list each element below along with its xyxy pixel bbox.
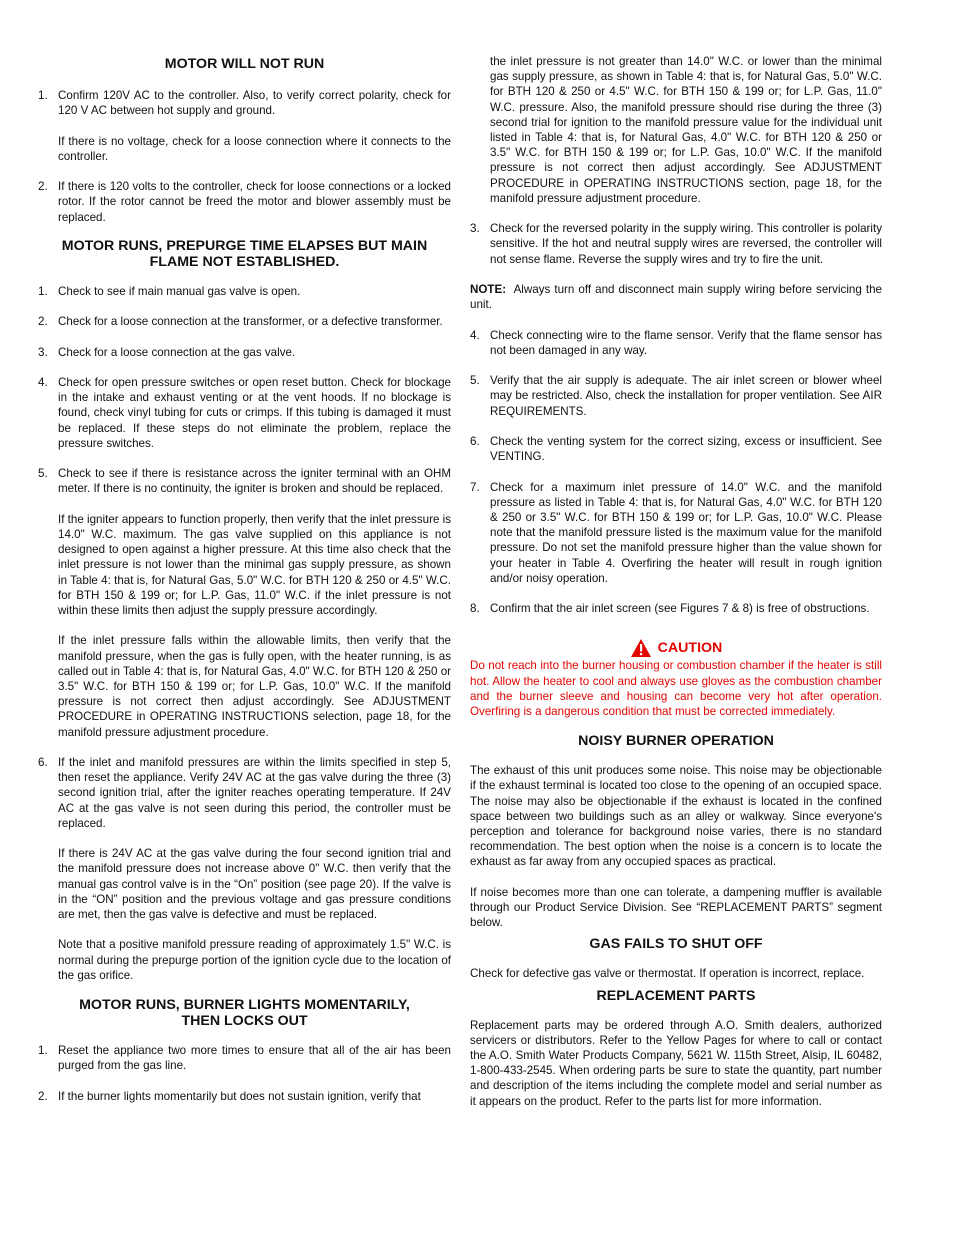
warning-triangle-icon bbox=[630, 638, 652, 658]
paragraph: Check for open pressure switches or open reset button. Check for blockage in the intake and exhaust venting or at the vent hoods. If no blockage is found, check vinyl tubing for cuts or crimps. If this tubing is damaged it must be replaced. If these steps do not eliminate the problem, replace the pressure switches. bbox=[58, 375, 451, 450]
paragraph: Note that a positive manifold pressure reading of approximately 1.5" W.C. is normal during the prepurge portion of the ignition cycle due to the location of the gas orifice. bbox=[58, 938, 451, 982]
paragraph: If there is 120 volts to the controller, check for loose connections or a locked rotor. If the rotor cannot be freed the motor and blower assembly must be replaced. bbox=[58, 180, 451, 224]
list-item: 1. Confirm 120V AC to the controller. Also, to verify correct polarity, check for 120 V AC between hot supply and ground. If there is no voltage, check for a loose connection where it connects to the controller. bbox=[38, 89, 451, 163]
paragraph: Check to see if main manual gas valve is open. bbox=[58, 284, 301, 298]
paragraph: the inlet pressure is not greater than 14.0" W.C. or lower than the minimal gas supply pressure, as shown in Table 4: that is, for Natural Gas, 5.0" W.C. for BTH 120 & 250 or 4.5" W.C. for BTH 150 & 199 or; for L.P. Gas, 11.0" W.C. pressure. Also, the manifold pressure should rise during the three (3) second trial for ignition to the manifold pressure value for the individual unit listed in Table 4: that is, for Natural Gas, 4.0" W.C. for BTH 120 & 250 or 3.5" W.C. for BTH 150 & 199 or; for L.P. Gas, 10.0" W.C. If the manifold pressure is not correct then adjust accordingly. See ADJUSTMENT PROCEDURE in OPERATING INSTRUCTIONS section, page 18, for the manifold pressure adjustment procedure. bbox=[490, 55, 882, 205]
paragraph: If there is no voltage, check for a loose connection where it connects to the controller. bbox=[58, 134, 451, 163]
list-item: 3. Check for the reversed polarity in the supply wiring. This controller is polarity sensitive. If the hot and neutral supply wires are reversed, the controller will not sense flame. Reverse the supply wires and try to fire the unit. bbox=[470, 222, 882, 266]
paragraph: Check for a loose connection at the gas valve. bbox=[58, 345, 296, 359]
heading-gas-fails: GAS FAILS TO SHUT OFF bbox=[589, 936, 763, 953]
list-item: 6. Check the venting system for the correct sizing, excess or insufficient. See VENTING. bbox=[470, 435, 882, 464]
paragraph: Check for a maximum inlet pressure of 14.0" W.C. and the manifold pressure as listed in Table 4: that is, for Natural Gas, 4.0" W.C. for BTH 120 & 250 or 3.5" W.C. for BTH 150 & 199 or; for L.P. Gas, 10.0" W.C. Please note that the manifold pressure listed is the maximum value for the manifold pressure. Do not set the manifold pressure higher than the value shown for your heater in Table 4. Overfiring the heater will result in rough ignition and/or noisy operation. bbox=[490, 480, 882, 585]
list-item: 1. Check to see if main manual gas valve is open. bbox=[38, 284, 451, 299]
note-paragraph bbox=[470, 282, 882, 312]
paragraph: If the inlet pressure falls within the allowable limits, then verify that the manifold pressure, when the gas is fully open, with the heater running, is as called out in Table 4: that is, for Natural Gas, 4.0" W.C. for BTH 120 & 250 or 3.5" W.C. for BTH 150 & 199 or; for L.P. Gas, 10.0" W.C. If the manifold pressure is not correct then adjust accordingly. See ADJUSTMENT PROCEDURE in OPERATING INSTRUCTIONS selection, page 18, for the manifold pressure adjustment procedure. bbox=[58, 634, 451, 739]
paragraph: Confirm that the air inlet screen (see Figures 7 & 8) is free of obstructions. bbox=[490, 602, 870, 616]
list-item: 4. Check connecting wire to the flame sensor. Verify that the flame sensor has not been damaged in any way. bbox=[470, 328, 882, 357]
heading-prepurge: MOTOR RUNS, PREPURGE TIME ELAPSES BUT MAIN FLAME NOT ESTABLISHED. bbox=[61, 237, 428, 270]
paragraph: Verify that the air supply is adequate. The air inlet screen or blower wheel may be restricted. Also, check the installation for proper ventilation. See AIR REQUIREMENTS. bbox=[490, 374, 882, 418]
paragraph: Check to see if there is resistance across the igniter terminal with an OHM meter. If there is no continuity, the igniter is broken and should be replaced. bbox=[58, 467, 451, 496]
list-item: 5. Verify that the air supply is adequate. The air inlet screen or blower wheel may be restricted. Also, check the installation for proper ventilation. See AIR REQUIREMENTS. bbox=[470, 374, 882, 418]
note-label: NOTE: bbox=[470, 283, 507, 297]
note-text: Always turn off and disconnect main supply wiring before servicing the unit. bbox=[470, 283, 882, 312]
list-item: 5. Check to see if there is resistance across the igniter terminal with an OHM meter. If there is no continuity, the igniter is broken and should be replaced. If the igniter appears to function properly, then verify that the inlet pressure is 14.0" W.C. maximum. The gas valve supplied on this appliance is not designed to open against a higher pressure. At this time also check that the inlet pressure is not lower than the minimal gas supply pressure, as shown in Table 4: that is, for Natural Gas, 5.0" W.C. for BTH 120 & 250 or 4.5" W.C. for BTH 150 & 199 or; for L.P. Gas, 11.0" W.C. if the inlet pressure is not within these limits then adjust the supply pressure accordingly. If the inlet pressure falls within the allowable limits, then verify that the manifold pressure, when the gas is fully open, with the heater running, is as called out in Table 4: that is, for Natural Gas, 4.0" W.C. for BTH 120 & 250 or 3.5" W.C. for BTH 150 & 199 or; for L.P. Gas, 10.0" W.C. If the manifold pressure is not correct then adjust accordingly. See ADJUSTMENT PROCEDURE in OPERATING INSTRUCTIONS selection, page 18, for the manifold pressure adjustment procedure. bbox=[38, 467, 451, 739]
list-item: 2. If the burner lights momentarily but does not sustain ignition, verify that bbox=[38, 1089, 451, 1104]
paragraph: If there is 24V AC at the gas valve during the four second ignition trial and the manifold pressure does not increase above 0" W.C. then verify that the manual gas control valve is in the “On” position (see page 20). If the valve is in the “ON” position and the previous voltage and gas pressure conditions are met, then the gas valve is defective and must be replaced. bbox=[58, 847, 451, 921]
paragraph: Check for the reversed polarity in the supply wiring. This controller is polarity sensitive. If the hot and neutral supply wires are reversed, the controller will not sense flame. Reverse the supply wires and try to fire the unit. bbox=[490, 222, 882, 266]
paragraph: Confirm 120V AC to the controller. Also, to verify correct polarity, check for 120 V AC between hot supply and ground. bbox=[58, 89, 451, 118]
list-item: 2. Check for a loose connection at the transformer, or a defective transformer. bbox=[38, 314, 451, 329]
paragraph: Reset the appliance two more times to ensure that all of the air has been purged from the gas line. bbox=[58, 1044, 451, 1073]
list-item: 1. Reset the appliance two more times to ensure that all of the air has been purged from the gas line. bbox=[38, 1044, 451, 1073]
heading-noisy-burner: NOISY BURNER OPERATION bbox=[578, 733, 774, 750]
paragraph: If noise becomes more than one can tolerate, a dampening muffler is available through our Product Service Division. See “REPLACEMENT PARTS” segment below. bbox=[470, 885, 882, 930]
list-item: 2. If there is 120 volts to the controller, check for loose connections or a locked rotor. If the rotor cannot be freed the motor and blower assembly must be replaced. bbox=[38, 180, 451, 224]
caution-heading bbox=[470, 638, 882, 658]
caution-text: Do not reach into the burner housing or combustion chamber if the heater is still hot. Allow the heater to cool and always use gloves as the combustion chamber and the burner sleeve and housing can become very hot after operation. Overfiring is a dangerous condition that must be corrected immediately. bbox=[470, 659, 882, 719]
paragraph: Check for defective gas valve or thermostat. If operation is incorrect, replace. bbox=[470, 967, 865, 981]
heading-replacement-parts: REPLACEMENT PARTS bbox=[596, 987, 756, 1004]
paragraph: Check connecting wire to the flame sensor. Verify that the flame sensor has not been damaged in any way. bbox=[490, 328, 882, 357]
list-item: 3. Check for a loose connection at the gas valve. bbox=[38, 345, 451, 360]
paragraph: Replacement parts may be ordered through A.O. Smith dealers, authorized servicers or distributors. Refer to the Yellow Pages for where to call or contact the A.O. Smith Water Products Company, 5621 W. 115th Street, Alsip, IL 60482, 1-800-433-2545. When ordering parts be sure to state the quantity, part number and description of the items including the complete model and serial number as it appears on the product. Refer to the parts list for more information. bbox=[470, 1018, 882, 1108]
heading-motor-will-not-run: MOTOR WILL NOT RUN bbox=[164, 56, 325, 72]
paragraph: Check the venting system for the correct sizing, excess or insufficient. See VENTING. bbox=[490, 435, 882, 464]
list-item: 8. Confirm that the air inlet screen (see Figures 7 & 8) is free of obstructions. bbox=[470, 601, 882, 616]
list-item: 6. If the inlet and manifold pressures are within the limits specified in step 5, then reset the appliance. Verify 24V AC at the gas valve during the three (3) second ignition trial, after the igniter reaches operating temperature. If 24V AC at the gas valve is not seen during this period, the controller must be replaced. If there is 24V AC at the gas valve during the four second ignition trial and the manifold pressure does not increase above 0" W.C. then verify that the manual gas control valve is in the “On” position (see page 20). If the valve is in the “ON” position and the previous voltage and gas pressure conditions are met, then the gas valve is defective and must be replaced. Note that a positive manifold pressure reading of approximately 1.5" W.C. is normal during the prepurge portion of the ignition cycle due to the location of the gas orifice. bbox=[38, 755, 451, 982]
heading-locks-out: MOTOR RUNS, BURNER LIGHTS MOMENTARILY, THEN LOCKS OUT bbox=[79, 997, 410, 1029]
paragraph: If the burner lights momentarily but does not sustain ignition, verify that bbox=[58, 1089, 421, 1103]
paragraph: Check for a loose connection at the transformer, or a defective transformer. bbox=[58, 315, 443, 329]
left-column bbox=[38, 0, 451, 1104]
list-item: 4. Check for open pressure switches or open reset button. Check for blockage in the intake and exhaust venting or at the vent hoods. If no blockage is found, check vinyl tubing for cuts or crimps. If this tubing is damaged it must be replaced. If these steps do not eliminate the problem, replace the pressure switches. bbox=[38, 375, 451, 450]
caution-label: CAUTION bbox=[657, 640, 723, 657]
paragraph: The exhaust of this unit produces some noise. This noise may be objectionable if the exhaust terminal is located too close to the opening of an occupied space. The noise may also be objectionable if the exhaust is located in the confined space between two buildings such as an alley or walkway. Since everyone's perception and tolerance for background noise varies, there is no standard recommendation. The best option when the noise is a concern is to locate the exhaust as far away from any occupied spaces as practical. bbox=[470, 764, 882, 869]
list-item: 7. Check for a maximum inlet pressure of 14.0" W.C. and the manifold pressure as listed in Table 4: that is, for Natural Gas, 4.0" W.C. for BTH 120 & 250 or 3.5" W.C. for BTH 150 & 199 or; for L.P. Gas, 10.0" W.C. Please note that the manifold pressure listed is the maximum value for the manifold pressure. Do not set the manifold pressure higher than the value shown for your heater in Table 4. Overfiring the heater will result in rough ignition and/or noisy operation. bbox=[470, 480, 882, 585]
list-item-continuation bbox=[470, 54, 882, 206]
paragraph: If the igniter appears to function properly, then verify that the inlet pressure is 14.0" W.C. maximum. The gas valve supplied on this appliance is not designed to open against a higher pressure. At this time also check that the inlet pressure is not lower than the minimal gas supply pressure, as shown in Table 4: that is, for Natural Gas, 5.0" W.C. for BTH 120 & 250 or 4.5" W.C. for BTH 150 & 199 or; for L.P. Gas, 11.0" W.C. if the inlet pressure is not within these limits then adjust the supply pressure accordingly. bbox=[58, 512, 451, 617]
paragraph: If the inlet and manifold pressures are within the limits specified in step 5, then reset the appliance. Verify 24V AC at the gas valve during the three (3) second ignition trial, after the igniter reaches operating temperature. If 24V AC at the gas valve is not seen during this period, the controller must be replaced. bbox=[58, 755, 451, 830]
right-column bbox=[470, 0, 882, 1109]
